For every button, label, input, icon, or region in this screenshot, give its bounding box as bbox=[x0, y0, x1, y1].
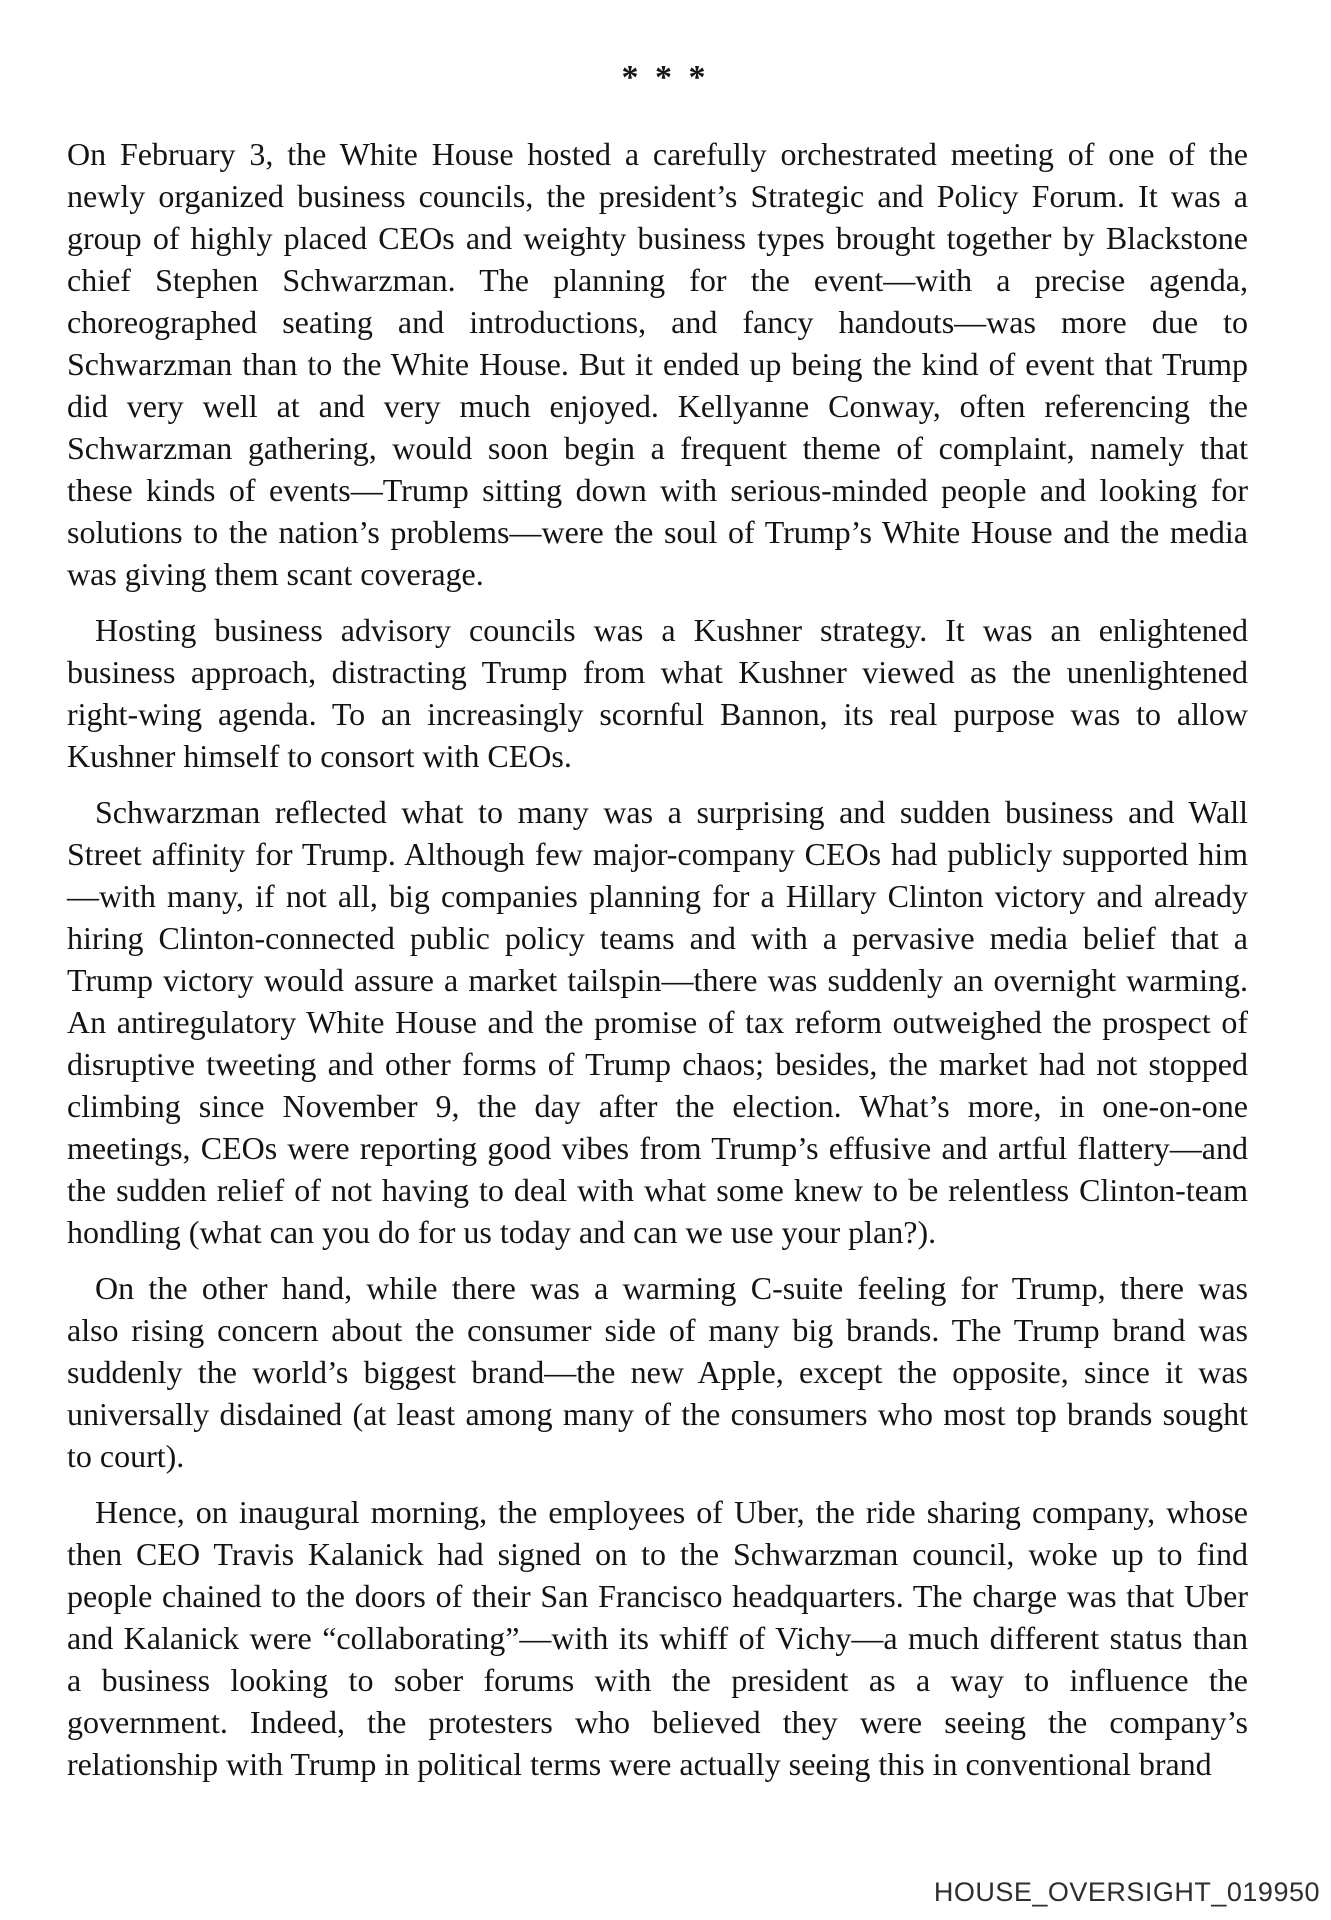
text-line: Hosting business advisory councils was a Kushner strategy. It was an enlightened bbox=[95, 612, 1248, 648]
text-line: did very well at and very much enjoyed. Kellyanne Conway, often referencing the bbox=[67, 388, 1248, 424]
paragraph bbox=[67, 133, 1248, 595]
text-line: Hence, on inaugural morning, the employees of Uber, the ride sharing company, whose bbox=[95, 1494, 1248, 1530]
text-line: hiring Clinton-connected public policy teams and with a pervasive media belief that a bbox=[67, 920, 1248, 956]
text-line: hondling (what can you do for us today and can we use your plan?). bbox=[67, 1214, 937, 1250]
text-line: universally disdained (at least among many of the consumers who most top brands sought bbox=[67, 1396, 1248, 1432]
text-line: climbing since November 9, the day after the election. What’s more, in one-on-one bbox=[67, 1088, 1248, 1124]
paragraph bbox=[67, 1267, 1248, 1477]
text-line: choreographed seating and introductions, and fancy handouts—was more due to bbox=[67, 304, 1248, 340]
paragraph bbox=[67, 1491, 1248, 1785]
paragraph bbox=[67, 791, 1248, 1253]
text-line: Schwarzman than to the White House. But it ended up being the kind of event that Trump bbox=[67, 346, 1248, 382]
text-line: disruptive tweeting and other forms of Trump chaos; besides, the market had not stopped bbox=[67, 1046, 1248, 1082]
page-body bbox=[67, 133, 1248, 1785]
text-line: was giving them scant coverage. bbox=[67, 556, 484, 592]
text-line: On February 3, the White House hosted a carefully orchestrated meeting of one of the bbox=[67, 136, 1248, 172]
text-line: newly organized business councils, the president’s Strategic and Policy Forum. It was a bbox=[67, 178, 1248, 214]
text-line: Kushner himself to consort with CEOs. bbox=[67, 738, 572, 774]
text-line: these kinds of events—Trump sitting down with serious-minded people and looking for bbox=[67, 472, 1248, 508]
text-line: Trump victory would assure a market tailspin—there was suddenly an overnight warming. bbox=[67, 962, 1248, 998]
bates-stamp: HOUSE_OVERSIGHT_019950 bbox=[933, 1877, 1320, 1907]
text-line: and Kalanick were “collaborating”—with its whiff of Vichy—a much different status than bbox=[67, 1620, 1248, 1656]
text-line: meetings, CEOs were reporting good vibes from Trump’s effusive and artful flattery—and bbox=[67, 1130, 1248, 1166]
text-line: An antiregulatory White House and the promise of tax reform outweighed the prospect of bbox=[67, 1004, 1248, 1040]
text-line: —with many, if not all, big companies planning for a Hillary Clinton victory and already bbox=[67, 878, 1248, 914]
text-line: then CEO Travis Kalanick had signed on to the Schwarzman council, woke up to find bbox=[67, 1536, 1248, 1572]
text-line: suddenly the world’s biggest brand—the new Apple, except the opposite, since it was bbox=[67, 1354, 1248, 1390]
text-line: government. Indeed, the protesters who believed they were seeing the company’s bbox=[67, 1704, 1248, 1740]
text-line: also rising concern about the consumer side of many big brands. The Trump brand was bbox=[67, 1312, 1248, 1348]
text-line: relationship with Trump in political terms were actually seeing this in conventional brand bbox=[67, 1746, 1212, 1782]
text-line: business approach, distracting Trump from what Kushner viewed as the unenlightened bbox=[67, 654, 1248, 690]
text-line: chief Stephen Schwarzman. The planning for the event—with a precise agenda, bbox=[67, 262, 1248, 298]
text-line: group of highly placed CEOs and weighty business types brought together by Blackstone bbox=[67, 220, 1248, 256]
text-line: On the other hand, while there was a warming C-suite feeling for Trump, there was bbox=[95, 1270, 1248, 1306]
text-line: to court). bbox=[67, 1438, 185, 1474]
text-line: right-wing agenda. To an increasingly scornful Bannon, its real purpose was to allow bbox=[67, 696, 1248, 732]
section-break-asterisks: * * * bbox=[621, 59, 710, 96]
text-line: solutions to the nation’s problems—were the soul of Trump’s White House and the media bbox=[67, 514, 1248, 550]
text-line: people chained to the doors of their San Francisco headquarters. The charge was that Uber bbox=[67, 1578, 1248, 1614]
text-line: Schwarzman reflected what to many was a surprising and sudden business and Wall bbox=[95, 794, 1248, 830]
text-line: Street affinity for Trump. Although few major-company CEOs had publicly supported him bbox=[67, 836, 1248, 872]
text-line: Schwarzman gathering, would soon begin a frequent theme of complaint, namely that bbox=[67, 430, 1248, 466]
paragraph bbox=[67, 609, 1248, 777]
text-line: the sudden relief of not having to deal with what some knew to be relentless Clinton-team bbox=[67, 1172, 1248, 1208]
text-line: a business looking to sober forums with the president as a way to influence the bbox=[67, 1662, 1248, 1698]
